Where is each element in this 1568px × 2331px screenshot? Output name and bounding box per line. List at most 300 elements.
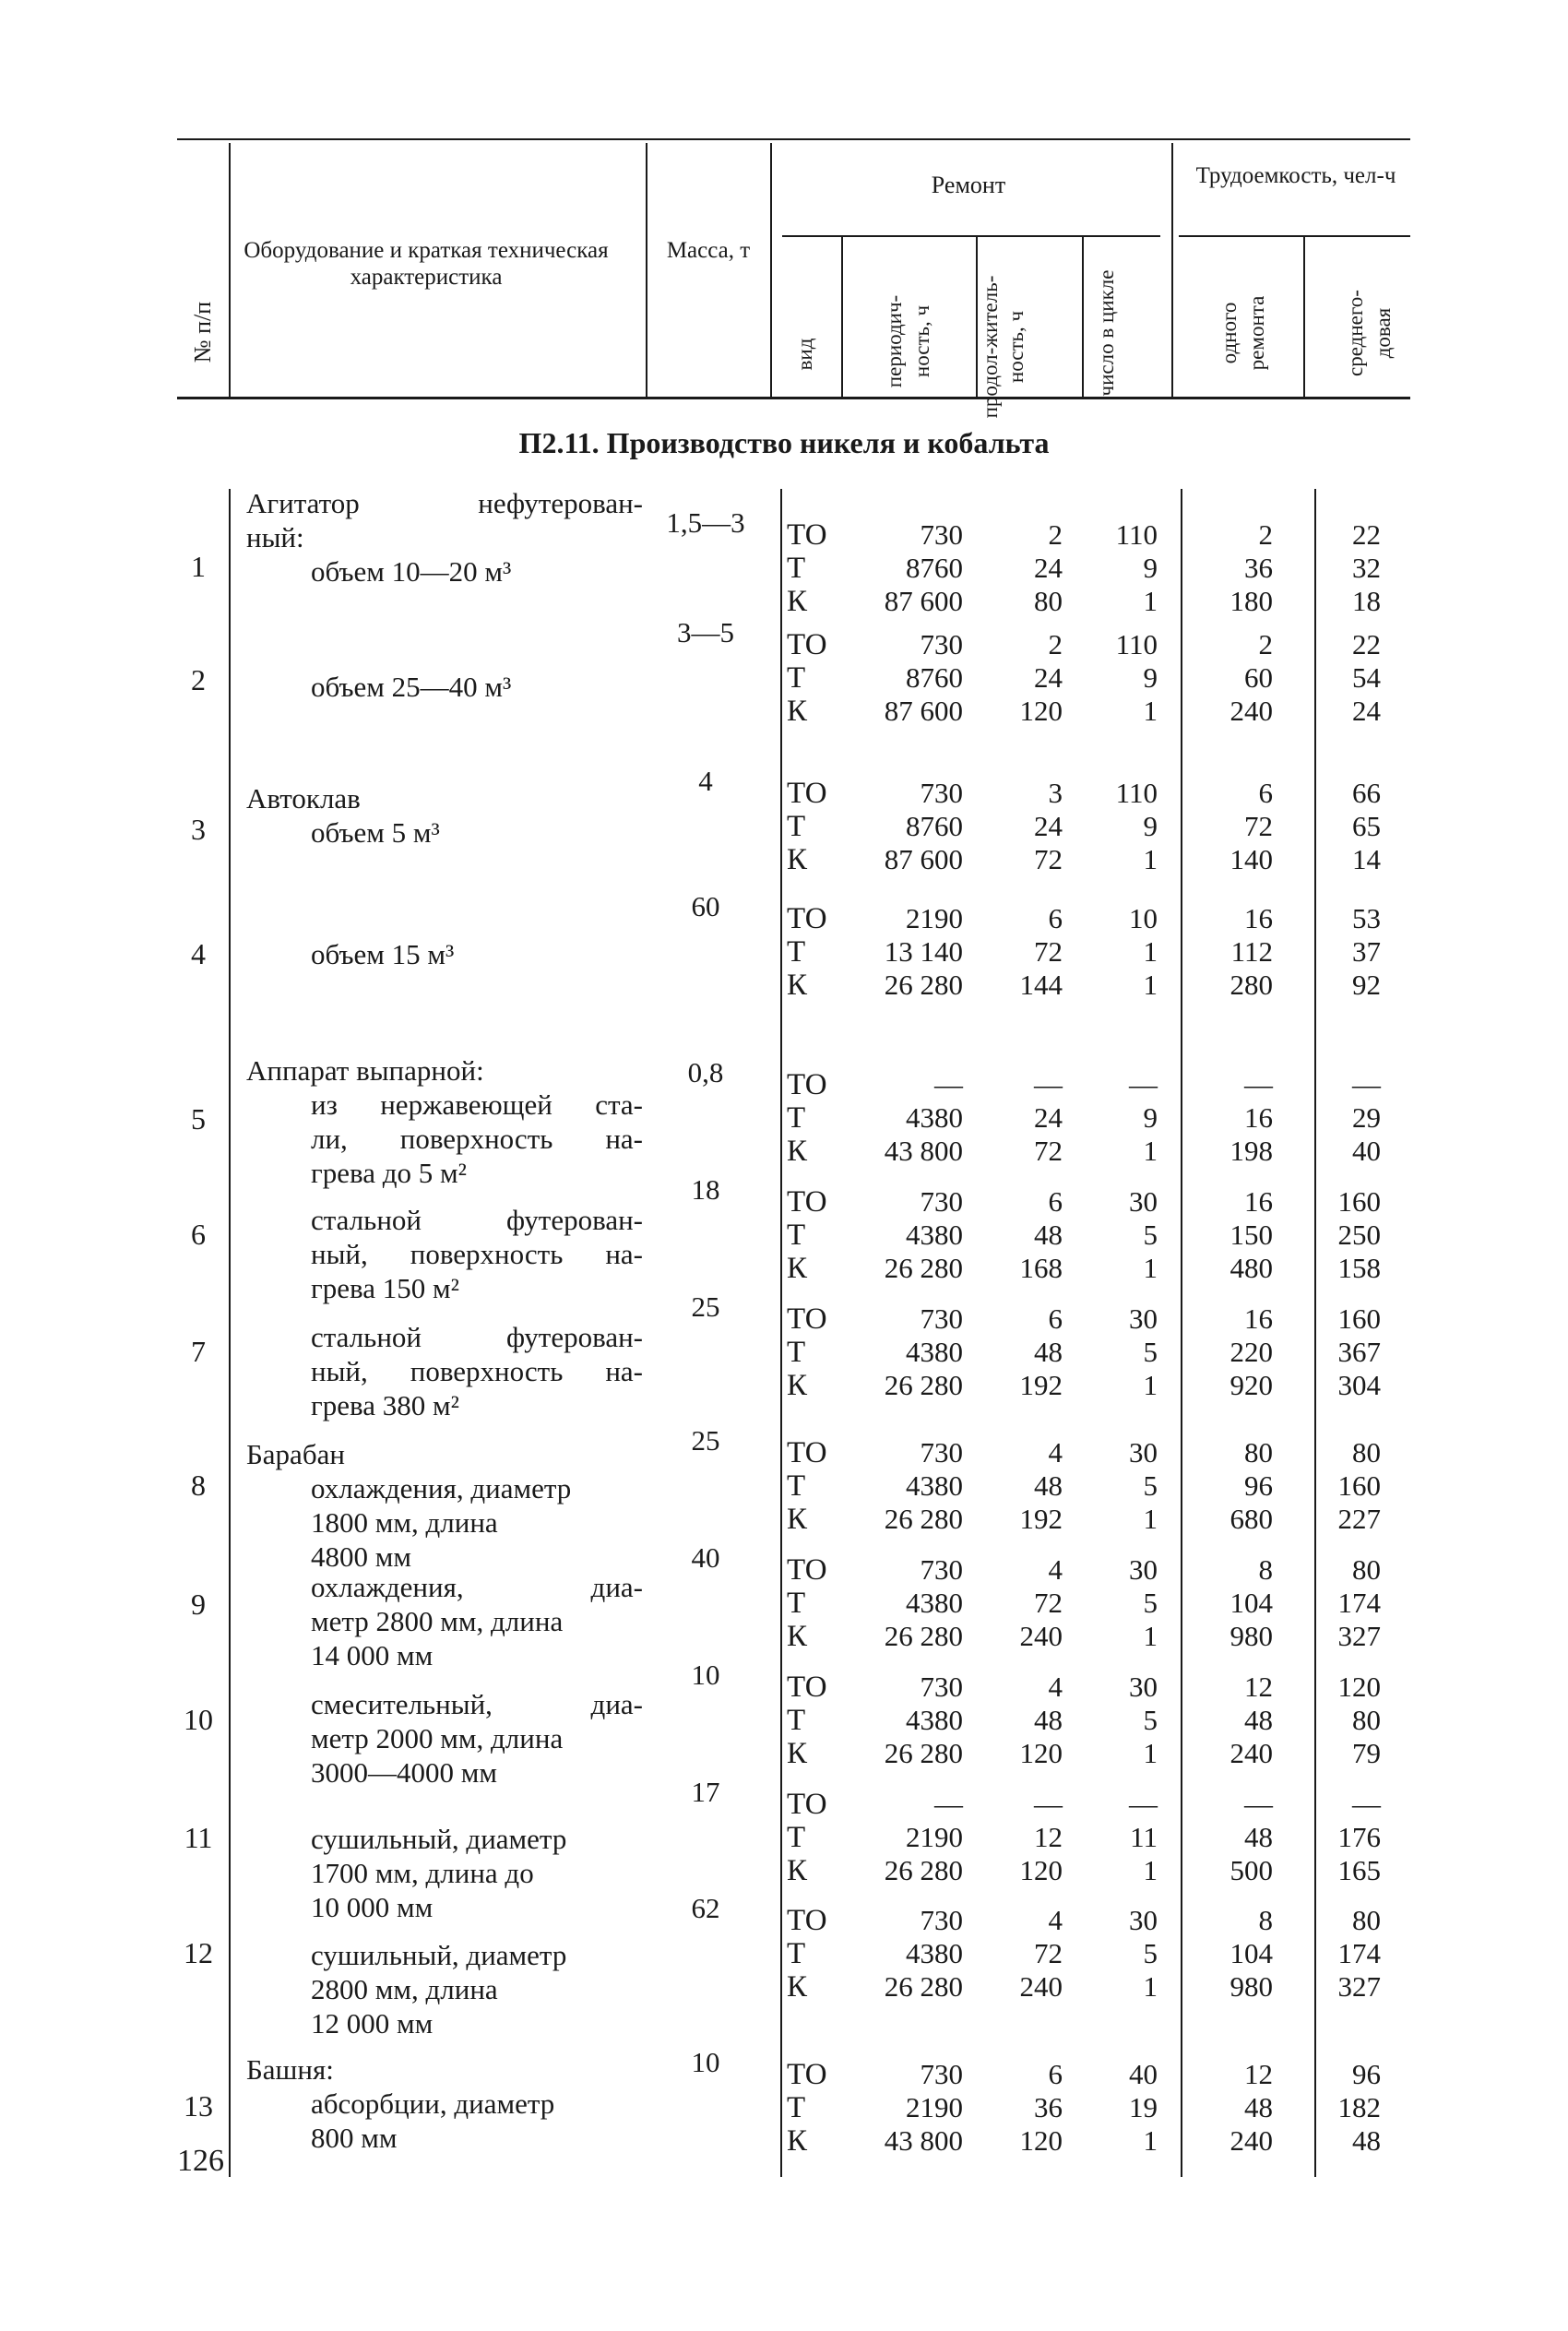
header-count: число в цикле [1095, 269, 1118, 397]
cell-value: 6 [1048, 1185, 1063, 1218]
cell-value: 2 [1048, 518, 1063, 551]
cell-value: 24 [1034, 810, 1063, 842]
cell-value: 4380 [906, 1101, 963, 1134]
cell-value: 220 [1229, 1336, 1273, 1368]
cell-value: 12 [1034, 1821, 1063, 1853]
cell-value: 72 [1244, 810, 1273, 842]
cell-value: 48 [1034, 1336, 1063, 1368]
body-vline [780, 489, 782, 2177]
mass-cell: 10 [691, 2046, 720, 2078]
header-vline [841, 237, 843, 397]
cell-value: 174 [1337, 1937, 1381, 1969]
cell-value: 8 [1258, 1553, 1273, 1586]
repair-type: ТО [787, 518, 827, 552]
cell-value: 9 [1143, 552, 1158, 584]
cell-value: 120 [1337, 1671, 1381, 1703]
repair-type: К [787, 969, 808, 1002]
cell-value: 5 [1143, 1704, 1158, 1736]
repair-type: К [787, 585, 808, 618]
cell-value: 2190 [906, 1821, 963, 1853]
cell-value: 48 [1244, 1704, 1273, 1736]
repair-type: К [787, 1620, 808, 1653]
cell-value: 110 [1115, 777, 1158, 809]
header-duration: продол-житель-ность, ч [979, 275, 1028, 419]
description-line: объем 15 м³ [311, 938, 455, 970]
avg-cell [1233, 1436, 1381, 1536]
repair-type: ТО [787, 1302, 827, 1336]
cell-value: 13 140 [884, 935, 963, 968]
cell-value: 8 [1258, 1904, 1273, 1936]
cell-value: 160 [1337, 1185, 1381, 1218]
cell-value: 24 [1034, 552, 1063, 584]
cell-value: 1 [1143, 1620, 1158, 1652]
repair-type: К [787, 1854, 808, 1887]
equipment-description [246, 1822, 643, 1924]
cell-value: 26 280 [884, 969, 963, 1001]
mass-cell: 0,8 [687, 1056, 724, 1088]
description-line: Автоклав [246, 782, 361, 815]
repair-type: К [787, 1135, 808, 1168]
cell-value: 6 [1048, 1302, 1063, 1335]
avg-cell [1233, 1068, 1381, 1168]
cell-value: 140 [1229, 843, 1273, 875]
cell-value: 4380 [906, 1937, 963, 1969]
cell-value: 174 [1337, 1587, 1381, 1619]
cell-value: 16 [1244, 1302, 1273, 1335]
cell-value: 30 [1129, 1671, 1158, 1703]
page-number: 126 [177, 2144, 224, 2178]
cell-value: 5 [1143, 1219, 1158, 1251]
cell-value: 26 280 [884, 1970, 963, 2003]
cell-value: 36 [1244, 552, 1273, 584]
cell-value: 500 [1229, 1854, 1273, 1886]
cell-value: 4380 [906, 1704, 963, 1736]
cell-value: — [1129, 1068, 1158, 1100]
description-line: смесительный, диа- [311, 1688, 643, 1720]
row-number: 2 [191, 663, 206, 696]
mass-cell: 40 [691, 1541, 720, 1574]
cell-value: 8760 [906, 552, 963, 584]
description-line: Аппарат выпарной: [246, 1054, 484, 1087]
cell-value: 48 [1244, 1821, 1273, 1853]
repair-type: ТО [787, 1068, 827, 1101]
cell-value: 96 [1352, 2058, 1381, 2090]
cell-value: 304 [1337, 1369, 1381, 1401]
row-number: 8 [191, 1469, 206, 1502]
cell-value: — [1244, 1068, 1273, 1100]
cell-value: 150 [1229, 1219, 1273, 1251]
cell-value: 104 [1229, 1937, 1273, 1969]
row-number: 6 [191, 1218, 206, 1251]
description-line: 14 000 мм [311, 1639, 434, 1671]
header-equipment: Оборудование и краткая техническая характеристика [244, 238, 609, 290]
cell-value: 4380 [906, 1469, 963, 1502]
cell-value: 65 [1352, 810, 1381, 842]
cell-value: 36 [1034, 2091, 1063, 2123]
equipment-description [246, 937, 643, 971]
cell-value: 72 [1034, 1937, 1063, 1969]
cell-value: 227 [1337, 1503, 1381, 1535]
repair-type: ТО [787, 1553, 827, 1587]
cell-value: 6 [1258, 777, 1273, 809]
cell-value: 730 [920, 2058, 963, 2090]
avg-cell [1233, 1788, 1381, 1887]
cell-value: — [934, 1068, 963, 1100]
cell-value: 4 [1048, 1553, 1063, 1586]
cell-value: 48 [1244, 2091, 1273, 2123]
cell-value: 29 [1352, 1101, 1381, 1134]
header-vline [229, 143, 231, 397]
cell-value: 730 [920, 1553, 963, 1586]
cell-value: 18 [1352, 585, 1381, 617]
header-vline [1171, 143, 1173, 397]
cell-value: 12 [1244, 1671, 1273, 1703]
cell-value: 87 600 [884, 585, 963, 617]
cell-value: 8760 [906, 810, 963, 842]
description-line: ли, поверхность на- [311, 1123, 643, 1155]
cell-value: — [1034, 1068, 1063, 1100]
avg-cell [1233, 1671, 1381, 1770]
cell-value: 182 [1337, 2091, 1381, 2123]
cell-value: 120 [1019, 2124, 1063, 2157]
repair-type: ТО [787, 777, 827, 810]
repair-type: ТО [787, 1788, 827, 1821]
cell-value: 730 [920, 777, 963, 809]
description-line: 12 000 мм [311, 2007, 434, 2040]
description-line: абсорбции, диаметр [311, 2087, 555, 2120]
cell-value: 104 [1229, 1587, 1273, 1619]
equipment-description [246, 1053, 643, 1190]
cell-value: 12 [1244, 2058, 1273, 2090]
cell-value: 680 [1229, 1503, 1273, 1535]
avg-cell [1233, 1185, 1381, 1285]
cell-value: 4 [1048, 1904, 1063, 1936]
header-one: одного ремонта [1218, 295, 1268, 371]
cell-value: 158 [1337, 1252, 1381, 1284]
cell-value: 192 [1019, 1369, 1063, 1401]
cell-value: 192 [1019, 1503, 1063, 1535]
cell-value: 250 [1337, 1219, 1381, 1251]
description-line: метр 2800 мм, длина [311, 1605, 564, 1637]
description-line: 1800 мм, длина [311, 1506, 498, 1539]
cell-value: 40 [1129, 2058, 1158, 2090]
header-no: № п/п [189, 301, 216, 363]
cell-value: 110 [1115, 628, 1158, 660]
row-number: 5 [191, 1102, 206, 1136]
avg-cell [1233, 518, 1381, 618]
repair-group-rule [782, 235, 1160, 237]
cell-value: 60 [1244, 661, 1273, 694]
mass-cell: 18 [691, 1173, 720, 1206]
cell-value: 43 800 [884, 2124, 963, 2157]
cell-value: 96 [1244, 1469, 1273, 1502]
cell-value: 40 [1352, 1135, 1381, 1167]
cell-value: 240 [1019, 1970, 1063, 2003]
cell-value: 2 [1258, 518, 1273, 551]
cell-value: 112 [1230, 935, 1273, 968]
cell-value: 3 [1048, 777, 1063, 809]
description-line: метр 2000 мм, длина [311, 1722, 564, 1754]
cell-value: — [1034, 1788, 1063, 1820]
cell-value: 9 [1143, 1101, 1158, 1134]
description-line: сушильный, диаметр [311, 1939, 567, 1971]
description-line: ный, поверхность на- [311, 1355, 643, 1387]
cell-value: 92 [1352, 969, 1381, 1001]
cell-value: 165 [1337, 1854, 1381, 1886]
description-line: Барабан [246, 1438, 345, 1470]
repair-type: К [787, 695, 808, 728]
cell-value: 4380 [906, 1587, 963, 1619]
avg-cell [1233, 2058, 1381, 2158]
cell-value: 176 [1337, 1821, 1381, 1853]
description-line: стальной футерован- [311, 1204, 643, 1236]
body-vline [229, 489, 231, 2177]
cell-value: 240 [1229, 1737, 1273, 1769]
cell-value: — [1352, 1068, 1381, 1100]
cell-value: — [934, 1788, 963, 1820]
cell-value: 327 [1337, 1970, 1381, 2003]
cell-value: 48 [1352, 2124, 1381, 2157]
cell-value: 1 [1143, 695, 1158, 727]
cell-value: 8760 [906, 661, 963, 694]
cell-value: 30 [1129, 1185, 1158, 1218]
cell-value: 240 [1229, 2124, 1273, 2157]
cell-value: 80 [1244, 1436, 1273, 1469]
cell-value: 5 [1143, 1336, 1158, 1368]
description-line: 1700 мм, длина до [311, 1857, 534, 1889]
mass-cell: 4 [698, 765, 713, 797]
cell-value: 24 [1352, 695, 1381, 727]
cell-value: 72 [1034, 935, 1063, 968]
cell-value: 2 [1048, 628, 1063, 660]
cell-value: 24 [1034, 661, 1063, 694]
mass-cell: 17 [691, 1776, 720, 1808]
mass-cell: 60 [691, 890, 720, 922]
cell-value: 730 [920, 1904, 963, 1936]
header-top-rule [177, 138, 1410, 140]
cell-value: 5 [1143, 1937, 1158, 1969]
avg-cell [1233, 628, 1381, 728]
cell-value: 80 [1352, 1553, 1381, 1586]
description-line: охлаждения, диаметр [311, 1472, 572, 1504]
cell-value: 120 [1019, 1854, 1063, 1886]
cell-value: 72 [1034, 1135, 1063, 1167]
repair-type: ТО [787, 1436, 827, 1469]
repair-type: Т [787, 1587, 806, 1620]
header-vline [770, 143, 772, 397]
cell-value: 730 [920, 1436, 963, 1469]
avg-cell [1233, 777, 1381, 876]
repair-type: Т [787, 1937, 806, 1970]
cell-value: — [1352, 1788, 1381, 1820]
cell-value: 26 280 [884, 1369, 963, 1401]
cell-value: 144 [1019, 969, 1063, 1001]
header-vline [646, 143, 647, 397]
equipment-description [246, 2052, 643, 2155]
cell-value: 1 [1143, 1135, 1158, 1167]
mass-cell: 62 [691, 1892, 720, 1924]
repair-type: ТО [787, 1671, 827, 1704]
repair-type: Т [787, 1219, 806, 1252]
cell-value: 26 280 [884, 1737, 963, 1769]
cell-value: 16 [1244, 1101, 1273, 1134]
description-line: Башня: [246, 2053, 334, 2086]
cell-value: 22 [1352, 518, 1381, 551]
repair-type: Т [787, 1336, 806, 1369]
section-title: П2.11. Производство никеля и кобальта [518, 426, 1050, 459]
cell-value: 22 [1352, 628, 1381, 660]
cell-value: 30 [1129, 1553, 1158, 1586]
description-line: грева до 5 м² [311, 1157, 467, 1189]
cell-value: 30 [1129, 1436, 1158, 1469]
cell-value: 1 [1143, 1737, 1158, 1769]
equipment-description [246, 486, 643, 589]
repair-type: К [787, 1252, 808, 1285]
mass-cell: 25 [691, 1424, 720, 1457]
repair-type: Т [787, 2091, 806, 2124]
repair-type: Т [787, 661, 806, 695]
cell-value: 730 [920, 1185, 963, 1218]
cell-value: 48 [1034, 1469, 1063, 1502]
cell-value: 54 [1352, 661, 1381, 694]
mass-cell: 10 [691, 1659, 720, 1691]
cell-value: 2190 [906, 902, 963, 934]
cell-value: 26 280 [884, 1503, 963, 1535]
cell-value: 730 [920, 1671, 963, 1703]
cell-value: 4380 [906, 1219, 963, 1251]
cell-value: 80 [1352, 1704, 1381, 1736]
description-line: сушильный, диаметр [311, 1823, 567, 1855]
row-number: 4 [191, 937, 206, 970]
cell-value: 120 [1019, 695, 1063, 727]
header-repair-group: Ремонт [931, 172, 1006, 198]
cell-value: 980 [1229, 1970, 1273, 2003]
description-line: объем 10—20 м³ [311, 555, 512, 588]
repair-type: Т [787, 935, 806, 969]
cell-value: 80 [1352, 1904, 1381, 1936]
row-number: 3 [191, 813, 206, 846]
cell-value: 2190 [906, 2091, 963, 2123]
cell-value: 87 600 [884, 843, 963, 875]
cell-value: 37 [1352, 935, 1381, 968]
repair-type: Т [787, 552, 806, 585]
repair-type: К [787, 843, 808, 876]
cell-value: 5 [1143, 1469, 1158, 1502]
cell-value: 1 [1143, 843, 1158, 875]
cell-value: 980 [1229, 1620, 1273, 1652]
cell-value: 1 [1143, 1369, 1158, 1401]
cell-value: 480 [1229, 1252, 1273, 1284]
cell-value: 160 [1337, 1302, 1381, 1335]
repair-type: Т [787, 1704, 806, 1737]
row-number: 10 [184, 1703, 213, 1736]
cell-value: 24 [1034, 1101, 1063, 1134]
mass-cell: 25 [691, 1290, 720, 1323]
cell-value: 10 [1129, 902, 1158, 934]
cell-value: 11 [1130, 1821, 1158, 1853]
cell-value: 80 [1352, 1436, 1381, 1469]
cell-value: 32 [1352, 552, 1381, 584]
cell-value: 5 [1143, 1587, 1158, 1619]
repair-type: ТО [787, 2058, 827, 2091]
cell-value: 327 [1337, 1620, 1381, 1652]
header-vline [1082, 237, 1084, 397]
cell-value: 4 [1048, 1436, 1063, 1469]
cell-value: 240 [1019, 1620, 1063, 1652]
row-number: 11 [184, 1821, 213, 1854]
description-line: из нержавеющей ста- [311, 1088, 643, 1121]
header-vline [1303, 237, 1305, 397]
cell-value: 280 [1229, 969, 1273, 1001]
repair-type: К [787, 1970, 808, 2004]
equipment-description [246, 1437, 643, 1574]
cell-value: 180 [1229, 585, 1273, 617]
cell-value: 240 [1229, 695, 1273, 727]
cell-value: 110 [1115, 518, 1158, 551]
header-avg: среднего-довая [1344, 290, 1395, 376]
equipment-description [246, 1570, 643, 1672]
cell-value: — [1129, 1788, 1158, 1820]
description-line: объем 25—40 м³ [311, 671, 512, 703]
row-number: 13 [184, 2089, 213, 2123]
row-number: 12 [184, 1936, 213, 1969]
mass-cell: 3—5 [677, 616, 734, 648]
cell-value: 48 [1034, 1704, 1063, 1736]
repair-type: К [787, 1369, 808, 1402]
cell-value: 72 [1034, 1587, 1063, 1619]
cell-value: 1 [1143, 1854, 1158, 1886]
cell-value: 198 [1229, 1135, 1273, 1167]
description-line: 800 мм [311, 2122, 398, 2154]
equipment-description [246, 1938, 643, 2040]
repair-type: К [787, 1737, 808, 1770]
cell-value: 120 [1019, 1737, 1063, 1769]
repair-type: ТО [787, 1185, 827, 1219]
equipment-description [246, 1203, 643, 1305]
cell-value: 920 [1229, 1369, 1273, 1401]
cell-value: 26 280 [884, 1854, 963, 1886]
cell-value: 730 [920, 518, 963, 551]
repair-type: ТО [787, 902, 827, 935]
cell-value: 9 [1143, 661, 1158, 694]
avg-cell [1233, 1553, 1381, 1653]
description-line: 10 000 мм [311, 1891, 434, 1923]
description-line: охлаждения, диа- [311, 1571, 643, 1603]
cell-value: 1 [1143, 935, 1158, 968]
row-number: 9 [191, 1588, 206, 1621]
cell-value: 79 [1352, 1737, 1381, 1769]
cell-value: 160 [1337, 1469, 1381, 1502]
description-line: объем 5 м³ [311, 816, 440, 849]
description-line: стальной футерован- [311, 1321, 643, 1353]
header-period: периодич-ность, ч [883, 294, 933, 388]
cell-value: 6 [1048, 2058, 1063, 2090]
description-line: грева 380 м² [311, 1389, 459, 1421]
cell-value: 9 [1143, 810, 1158, 842]
cell-value: 730 [920, 628, 963, 660]
cell-value: 26 280 [884, 1252, 963, 1284]
avg-cell [1233, 902, 1381, 1002]
repair-type: Т [787, 1469, 806, 1503]
cell-value: — [1244, 1788, 1273, 1820]
repair-type: К [787, 2124, 808, 2158]
cell-value: 1 [1143, 2124, 1158, 2157]
cell-value: 53 [1352, 902, 1381, 934]
cell-value: 1 [1143, 969, 1158, 1001]
cell-value: 30 [1129, 1302, 1158, 1335]
cell-value: 6 [1048, 902, 1063, 934]
cell-value: 87 600 [884, 695, 963, 727]
